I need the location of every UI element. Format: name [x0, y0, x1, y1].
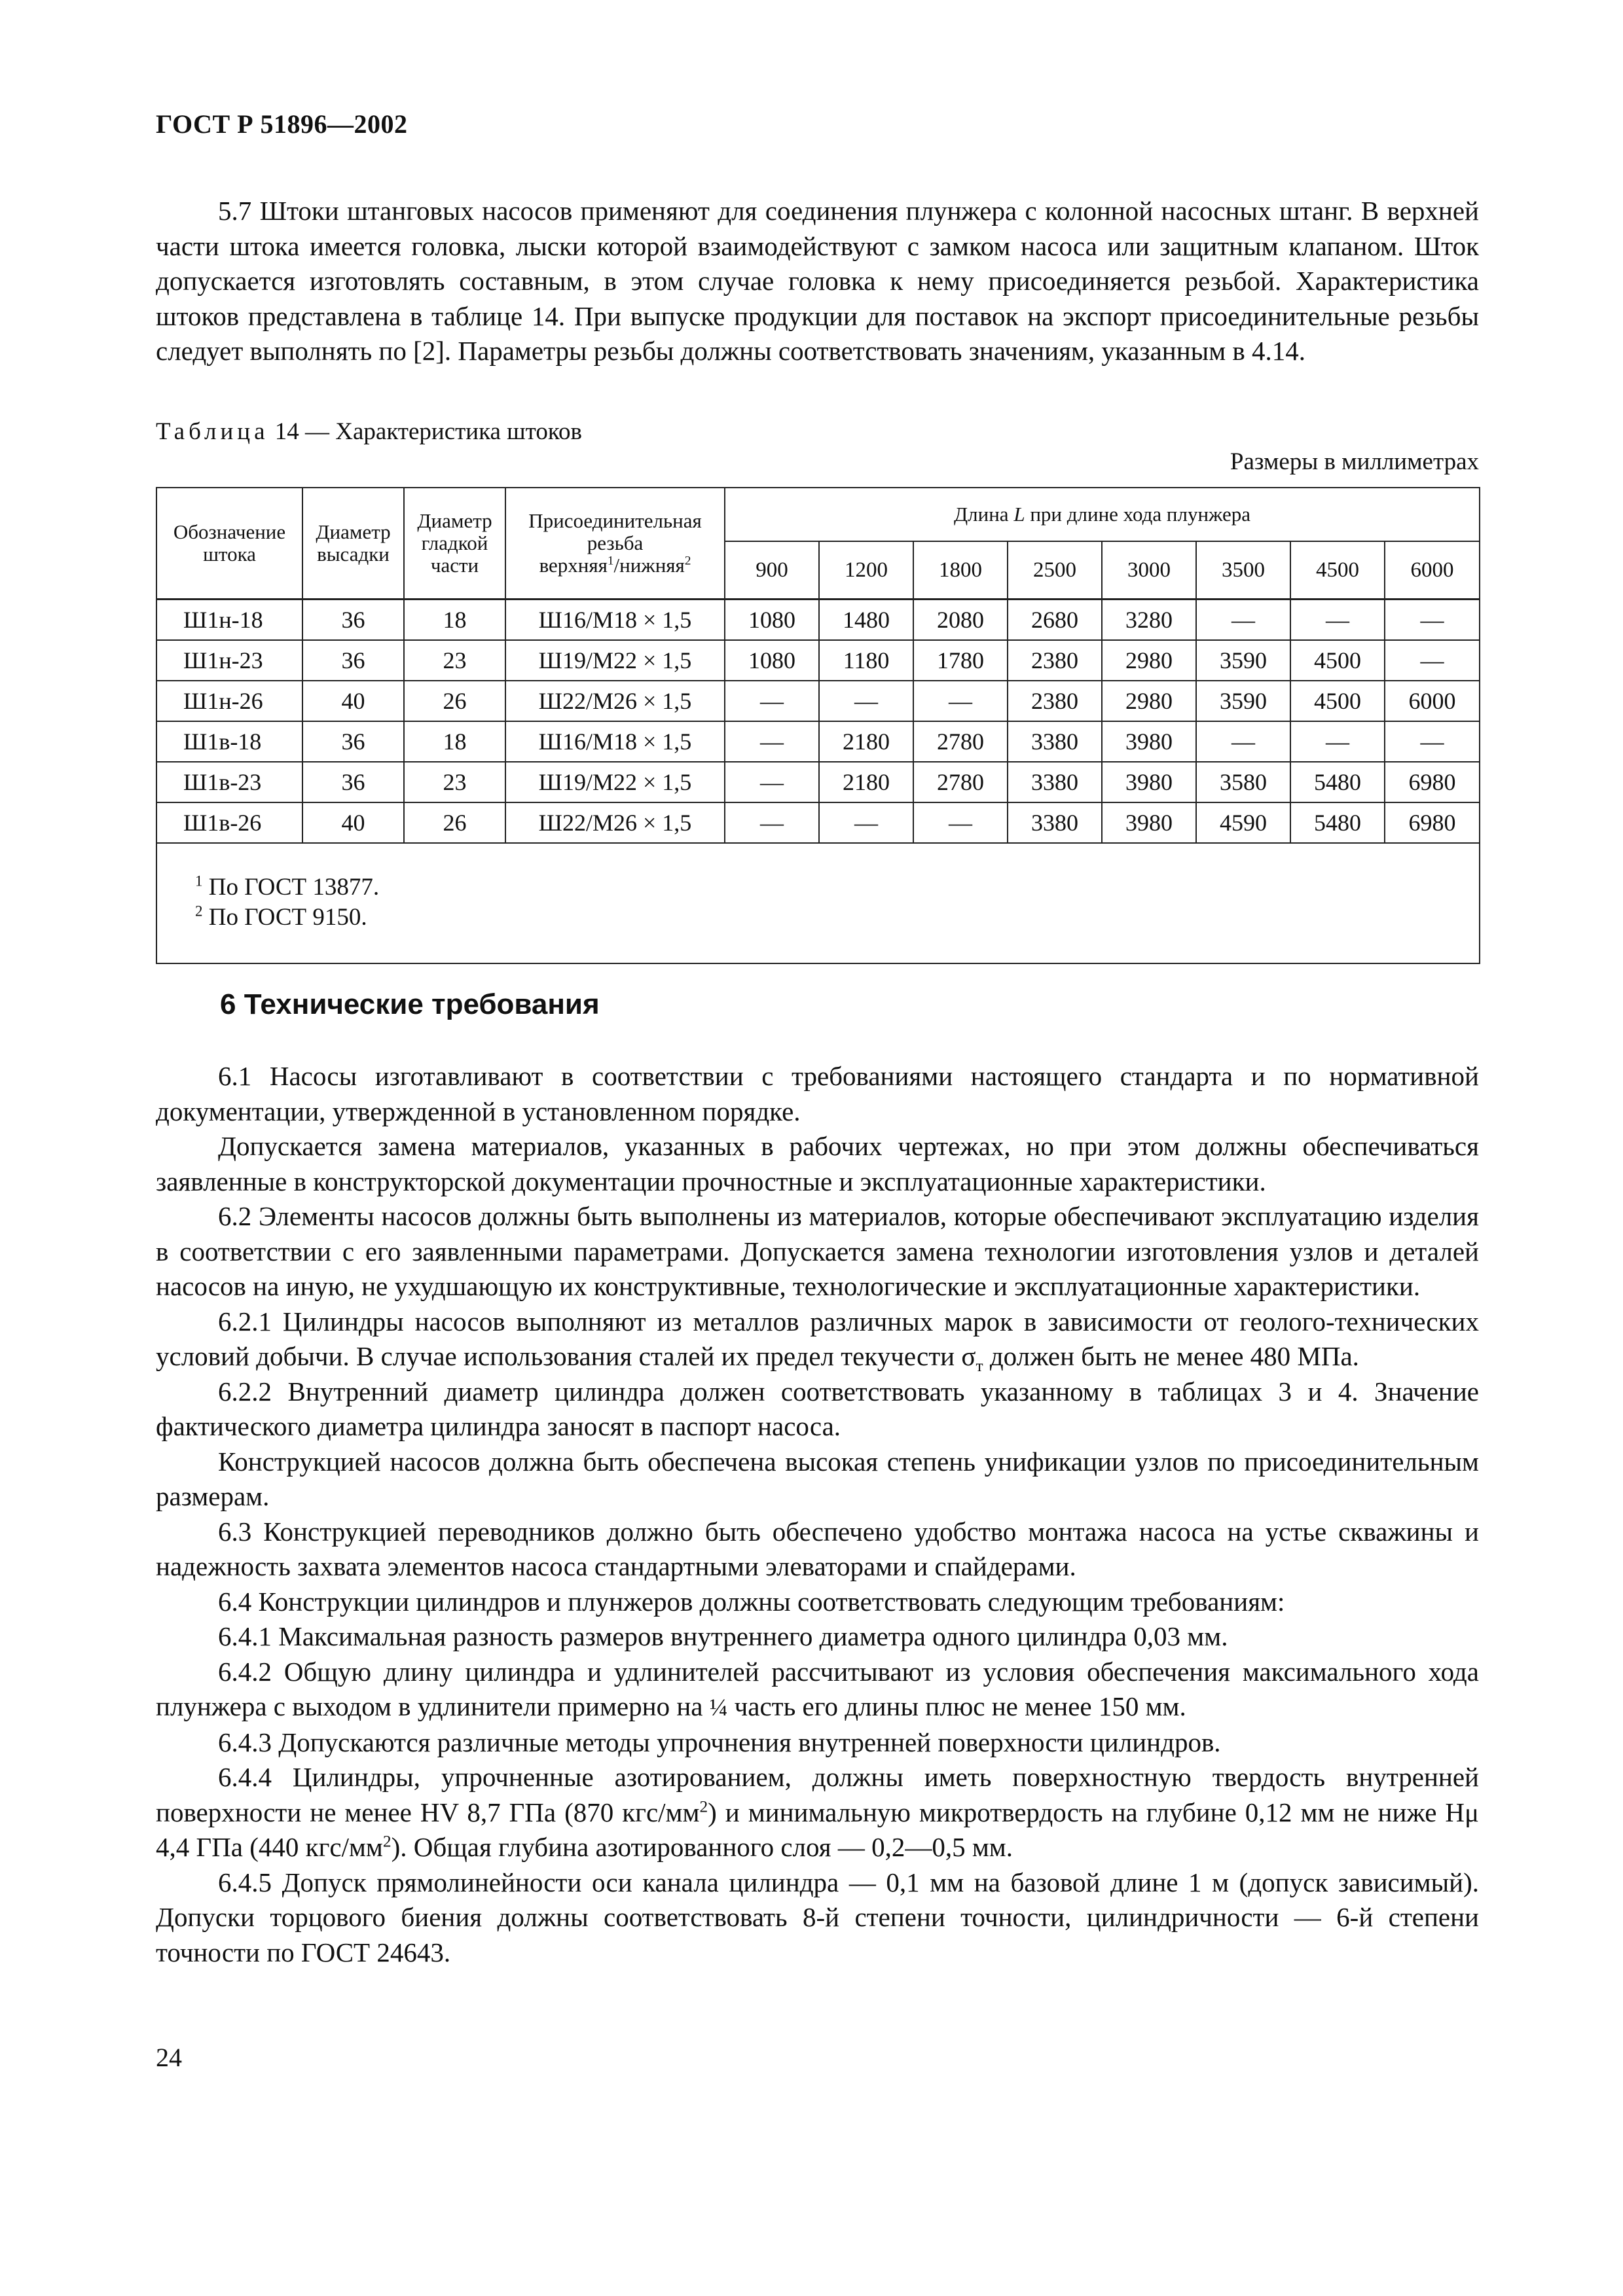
cell-length: —: [913, 681, 1008, 721]
cell-length: —: [725, 681, 819, 721]
table-row: [156, 681, 1480, 721]
cell-length: 3590: [1196, 640, 1290, 681]
paragraph-6-4-4-b: ) и минимальную микротвердость на глубине 0,12 мм не ниже Hμ 4,4 ГПа (440 кгс/мм: [156, 1797, 1479, 1862]
col-header-thread: [505, 488, 725, 600]
table-footnotes-row: [156, 843, 1480, 963]
cell-length: —: [1385, 600, 1480, 641]
paragraph-6-4-4-sup2: 2: [382, 1832, 392, 1851]
footnote-1: [195, 872, 1479, 903]
cell-length: 3380: [1008, 762, 1102, 802]
paragraph-6-4-2-b: часть его длины плюс не менее 150 мм.: [727, 1691, 1186, 1721]
cell-length: 4500: [1290, 681, 1385, 721]
col-header-stroke: 3500: [1196, 541, 1290, 600]
cell-thread: Ш19/М22 × 1,5: [505, 762, 725, 802]
paragraph-6-4-4-a: 6.4.4 Цилиндры, упрочненные азотированием, должны иметь поверхностную твердость внутренней поверхности не менее HV 8,7 ГПа (870 кгс/мм: [156, 1762, 1479, 1827]
cell-length: —: [725, 762, 819, 802]
paragraph-6-4-4-sup1: 2: [699, 1797, 708, 1816]
col-header-stroke: 900: [725, 541, 819, 600]
table-caption: [156, 418, 582, 446]
col-header-stroke: 6000: [1385, 541, 1480, 600]
cell-upset: 36: [302, 600, 404, 641]
cell-upset: 36: [302, 640, 404, 681]
cell-length: 2380: [1008, 640, 1102, 681]
col-header-stroke: 3000: [1102, 541, 1196, 600]
thread-header-sub-a: верхняя: [539, 554, 608, 577]
col-header-length-group: [725, 488, 1480, 541]
cell-thread: Ш19/М22 × 1,5: [505, 640, 725, 681]
cell-smooth: 18: [404, 600, 505, 641]
paragraph-6-2: 6.2 Элементы насосов должны быть выполнены из материалов, которые обеспечивают эксплуатацию изделия в соответствии с его заявленными параметрами. Допускается замена технологии изготовления узлов и деталей насосов на иную, не ухудшающую их конструктивные, технологические и эксплуатационные характеристики.: [156, 1201, 1479, 1301]
cell-length: 2980: [1102, 681, 1196, 721]
length-header-b: при длине хода плунжера: [1025, 503, 1251, 526]
footnote-2-text: По ГОСТ 9150.: [202, 904, 367, 931]
footnote-2: [195, 903, 1479, 933]
thread-header-sup-b: 2: [684, 554, 691, 568]
paragraph-6-4-5: 6.4.5 Допуск прямолинейности оси канала цилиндра — 0,1 мм на базовой длине 1 м (допуск зависимый). Допуски торцового биения должны соответствовать 8-й степени точности, цилиндричности — 6-й степени точности по ГОСТ 24643.: [156, 1867, 1479, 1967]
paragraph-6-1: 6.1 Насосы изготавливают в соответствии с требованиями настоящего стандарта и по нормативной документации, утвержденной в установленном порядке.: [156, 1061, 1479, 1126]
cell-length: 3590: [1196, 681, 1290, 721]
cell-length: 1080: [725, 600, 819, 641]
cell-length: 1480: [819, 600, 913, 641]
cell-length: —: [1196, 600, 1290, 641]
length-header-a: Длина: [954, 503, 1014, 526]
paragraph-6-4-2-a: 6.4.2 Общую длину цилиндра и удлинителей рассчитывают из условия обеспечения максимального хода плунжера с выходом в удлинители примерно на: [156, 1656, 1479, 1721]
cell-length: 3280: [1102, 600, 1196, 641]
cell-length: 2180: [819, 762, 913, 802]
cell-length: —: [819, 802, 913, 843]
cell-length: 2780: [913, 721, 1008, 762]
table-caption-rest: 14 — Характеристика штоков: [268, 418, 582, 445]
cell-length: 4500: [1290, 640, 1385, 681]
cell-designation: Ш1н-26: [156, 681, 302, 721]
cell-designation: Ш1н-18: [156, 600, 302, 641]
section-6-body: [156, 1059, 1479, 1970]
cell-length: —: [1196, 721, 1290, 762]
paragraph-6-2-1-b: должен быть не менее 480 МПа.: [983, 1341, 1359, 1371]
cell-length: 1780: [913, 640, 1008, 681]
cell-length: —: [1385, 721, 1480, 762]
cell-length: 3980: [1102, 762, 1196, 802]
cell-upset: 36: [302, 762, 404, 802]
cell-length: 3380: [1008, 802, 1102, 843]
cell-thread: Ш16/М18 × 1,5: [505, 600, 725, 641]
cell-length: 2380: [1008, 681, 1102, 721]
cell-thread: Ш22/М26 × 1,5: [505, 681, 725, 721]
cell-length: —: [1385, 640, 1480, 681]
cell-length: —: [1290, 721, 1385, 762]
paragraph-5-7: [156, 194, 1479, 369]
col-header-stroke: 4500: [1290, 541, 1385, 600]
paragraph-6-2-2-cont: Конструкцией насосов должна быть обеспечена высокая степень унификации узлов по присоединительным размерам.: [156, 1446, 1479, 1511]
table-units-note: Размеры в миллиметрах: [1230, 448, 1479, 475]
cell-designation: Ш1н-23: [156, 640, 302, 681]
paragraph-6-2-1-sub: т: [976, 1357, 983, 1376]
cell-smooth: 23: [404, 762, 505, 802]
paragraph-5-7-text: 5.7 Штоки штанговых насосов применяют для соединения плунжера с колонной насосных штанг. В верхней части штока имеется головка, лыски которой взаимодействуют с замком насоса или защитным клапаном. Шток допускается изготовлять составным, в этом случае головка к нему присоединяется резьбой. Характеристика штоков представлена в таблице 14. При выпуске продукции для поставок на экспорт присоединительные резьбы следует выполнять по [2]. Параметры резьбы должны соответствовать значениям, указанным в 4.14.: [156, 196, 1479, 366]
cell-designation: Ш1в-26: [156, 802, 302, 843]
table-row: [156, 802, 1480, 843]
cell-length: 5480: [1290, 802, 1385, 843]
cell-length: 3380: [1008, 721, 1102, 762]
paragraph-6-4-3: 6.4.3 Допускаются различные методы упрочнения внутренней поверхности цилиндров.: [218, 1727, 1221, 1757]
document-header: ГОСТ Р 51896—2002: [156, 109, 408, 139]
cell-length: 2680: [1008, 600, 1102, 641]
section-title: 6 Технические требования: [220, 988, 600, 1020]
cell-length: 2180: [819, 721, 913, 762]
col-header-stroke: 1800: [913, 541, 1008, 600]
table-row: [156, 640, 1480, 681]
cell-length: —: [819, 681, 913, 721]
cell-upset: 36: [302, 721, 404, 762]
cell-thread: Ш22/М26 × 1,5: [505, 802, 725, 843]
cell-length: 5480: [1290, 762, 1385, 802]
cell-length: —: [725, 802, 819, 843]
col-header-designation: Обозначение штока: [156, 488, 302, 600]
thread-header-sub-b: /нижняя: [613, 554, 685, 577]
paragraph-6-4-2-fraction: ¼: [709, 1694, 728, 1721]
footnote-1-text: По ГОСТ 13877.: [202, 874, 380, 901]
cell-upset: 40: [302, 681, 404, 721]
col-header-stroke: 1200: [819, 541, 913, 600]
table-caption-word: Таблица: [156, 418, 269, 445]
thread-header-main: Присоединительная резьба: [528, 509, 702, 554]
cell-length: —: [913, 802, 1008, 843]
cell-length: —: [725, 721, 819, 762]
rods-characteristics-table: [156, 487, 1480, 964]
cell-length: 4590: [1196, 802, 1290, 843]
cell-length: —: [1290, 600, 1385, 641]
cell-length: 1180: [819, 640, 913, 681]
cell-length: 6000: [1385, 681, 1480, 721]
cell-length: 3580: [1196, 762, 1290, 802]
table-footnotes: [156, 843, 1480, 963]
table-row: [156, 721, 1480, 762]
paragraph-6-2-1-a: 6.2.1 Цилиндры насосов выполняют из металлов различных марок в зависимости от геолого-технических условий добычи. В случае использования сталей их предел текучести σ: [156, 1306, 1479, 1371]
cell-length: 6980: [1385, 762, 1480, 802]
paragraph-6-4-1: 6.4.1 Максимальная разность размеров внутреннего диаметра одного цилиндра 0,03 мм.: [218, 1621, 1228, 1651]
cell-length: 2080: [913, 600, 1008, 641]
footnote-1-mark: 1: [195, 872, 203, 889]
length-header-var: L: [1013, 503, 1025, 526]
page-number: 24: [156, 2043, 182, 2072]
paragraph-6-4-4: [156, 1760, 1479, 1865]
cell-length: 2780: [913, 762, 1008, 802]
col-header-upset-diameter: Диаметр высадки: [302, 488, 404, 600]
cell-designation: Ш1в-18: [156, 721, 302, 762]
paragraph-6-4: 6.4 Конструкции цилиндров и плунжеров должны соответствовать следующим требованиям:: [218, 1586, 1285, 1617]
cell-length: 6980: [1385, 802, 1480, 843]
cell-smooth: 23: [404, 640, 505, 681]
footnote-2-mark: 2: [195, 903, 203, 920]
cell-smooth: 26: [404, 681, 505, 721]
cell-length: 3980: [1102, 802, 1196, 843]
paragraph-6-4-2: [156, 1655, 1479, 1725]
cell-length: 2980: [1102, 640, 1196, 681]
col-header-stroke: 2500: [1008, 541, 1102, 600]
table-row: [156, 762, 1480, 802]
col-header-smooth-diameter: Диаметр гладкой части: [404, 488, 505, 600]
cell-thread: Ш16/М18 × 1,5: [505, 721, 725, 762]
thread-header-sup-a: 1: [607, 554, 614, 568]
paragraph-6-2-2: 6.2.2 Внутренний диаметр цилиндра должен соответствовать указанному в таблицах 3 и 4. Значение фактического диаметра цилиндра заносят в паспорт насоса.: [156, 1376, 1479, 1441]
paragraph-6-1-cont: Допускается замена материалов, указанных в рабочих чертежах, но при этом должны обеспечиваться заявленные в конструкторской документации прочностные и эксплуатационные характеристики.: [156, 1131, 1479, 1196]
cell-designation: Ш1в-23: [156, 762, 302, 802]
table-14: [156, 487, 1479, 964]
cell-smooth: 18: [404, 721, 505, 762]
paragraph-6-2-1: [156, 1304, 1479, 1374]
table-row: [156, 600, 1480, 641]
cell-upset: 40: [302, 802, 404, 843]
cell-length: 1080: [725, 640, 819, 681]
paragraph-6-3: 6.3 Конструкцией переводников должно быть обеспечено удобство монтажа насоса на устье скважины и надежность захвата элементов насоса стандартными элеваторами и спайдерами.: [156, 1516, 1479, 1581]
cell-length: 3980: [1102, 721, 1196, 762]
cell-smooth: 26: [404, 802, 505, 843]
paragraph-6-4-4-c: ). Общая глубина азотированного слоя — 0,2—0,5 мм.: [391, 1832, 1013, 1862]
